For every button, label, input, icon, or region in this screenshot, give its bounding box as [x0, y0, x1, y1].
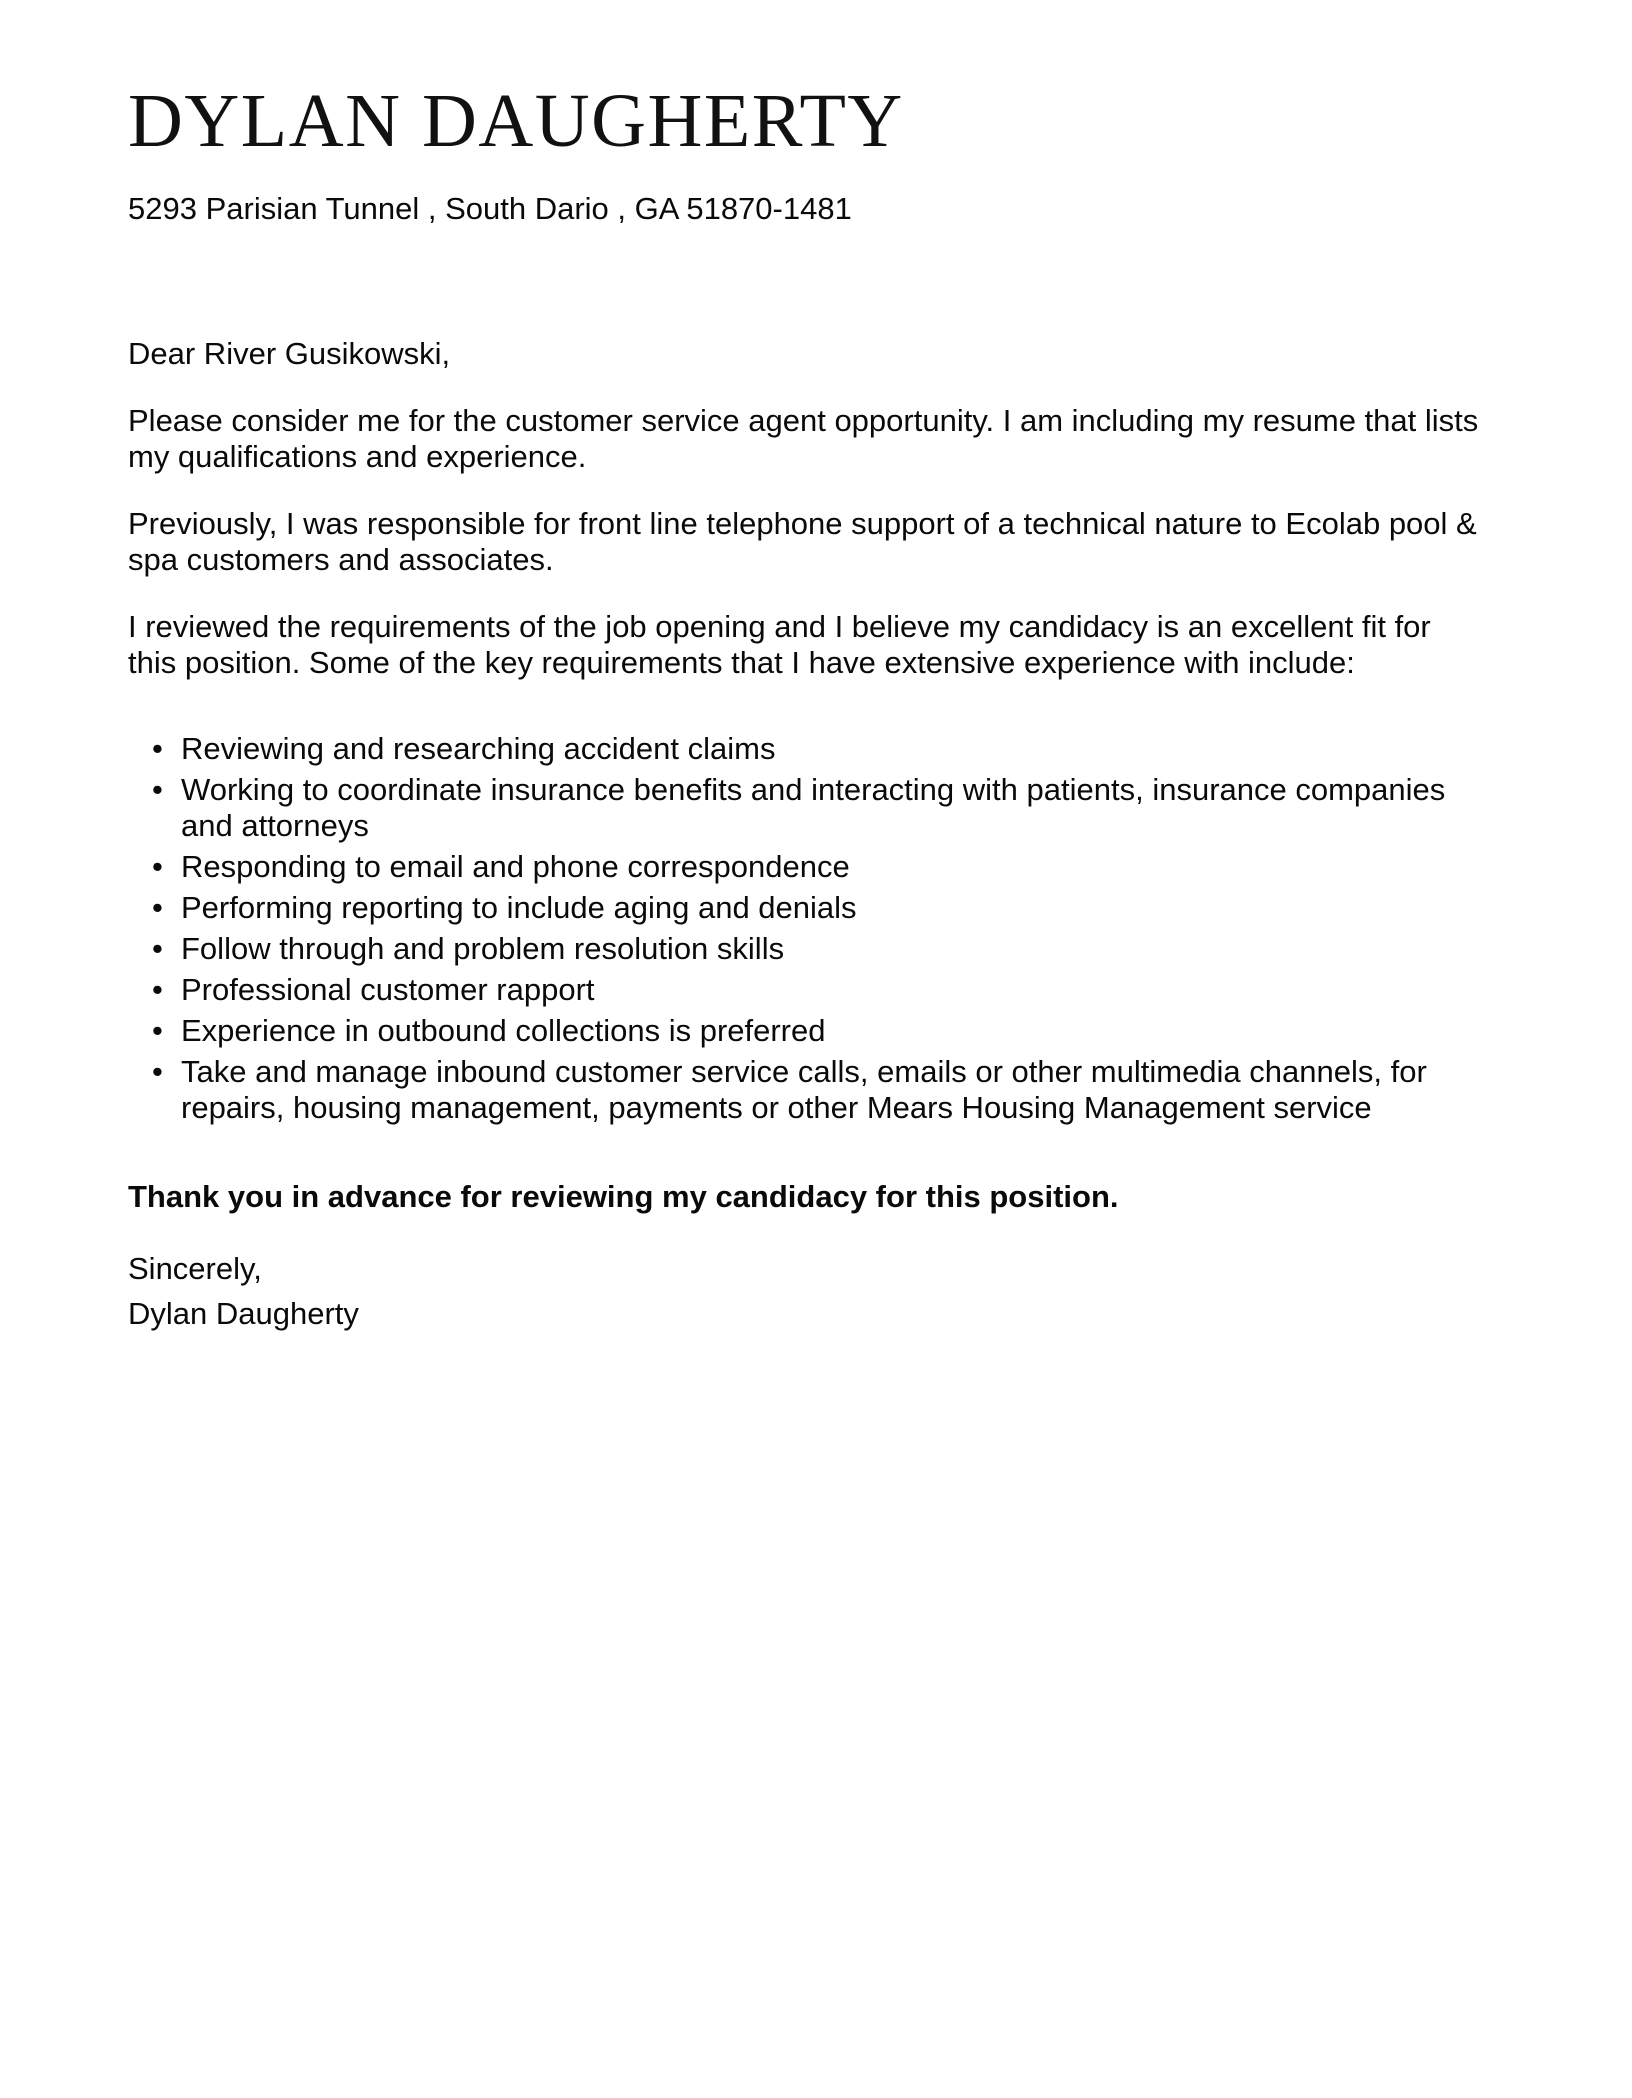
requirement-item: • Take and manage inbound customer service calls, emails or other multimedia channels, for repairs, housing management, payments or other Mears Housing Management service: [128, 1054, 1484, 1126]
applicant-address: 5293 Parisian Tunnel , South Dario , GA 51870-1481: [128, 191, 852, 227]
closing-thanks: Thank you in advance for reviewing my candidacy for this position.: [128, 1179, 1119, 1215]
requirement-item: • Working to coordinate insurance benefits and interacting with patients, insurance companies and attorneys: [128, 772, 1484, 844]
signature-name: Dylan Daugherty: [128, 1296, 359, 1332]
requirement-item: • Professional customer rapport: [128, 972, 1484, 1008]
paragraph-requirements-lead: I reviewed the requirements of the job opening and I believe my candidacy is an excellent fit for this position. Some of the key requirements that I have extensive experience with include:: [128, 609, 1431, 681]
paragraph-previous-experience: Previously, I was responsible for front line telephone support of a technical nature to Ecolab pool & spa customers and associates.: [128, 506, 1477, 578]
requirement-item: • Reviewing and researching accident claims: [128, 731, 1484, 767]
requirement-item: • Follow through and problem resolution skills: [128, 931, 1484, 967]
requirement-item: • Responding to email and phone correspondence: [128, 849, 1484, 885]
requirement-item: • Experience in outbound collections is preferred: [128, 1013, 1484, 1049]
applicant-name-heading: DYLAN DAUGHERTY: [128, 79, 904, 163]
signoff: Sincerely,: [128, 1251, 262, 1287]
signature-block: [128, 1246, 1484, 1336]
paragraph-intro: Please consider me for the customer service agent opportunity. I am including my resume that lists my qualifications and experience.: [128, 403, 1479, 475]
requirements-list: [128, 731, 1484, 1126]
requirement-item: • Performing reporting to include aging and denials: [128, 890, 1484, 926]
salutation: Dear River Gusikowski,: [128, 336, 451, 372]
letter-body: [128, 336, 1484, 1336]
